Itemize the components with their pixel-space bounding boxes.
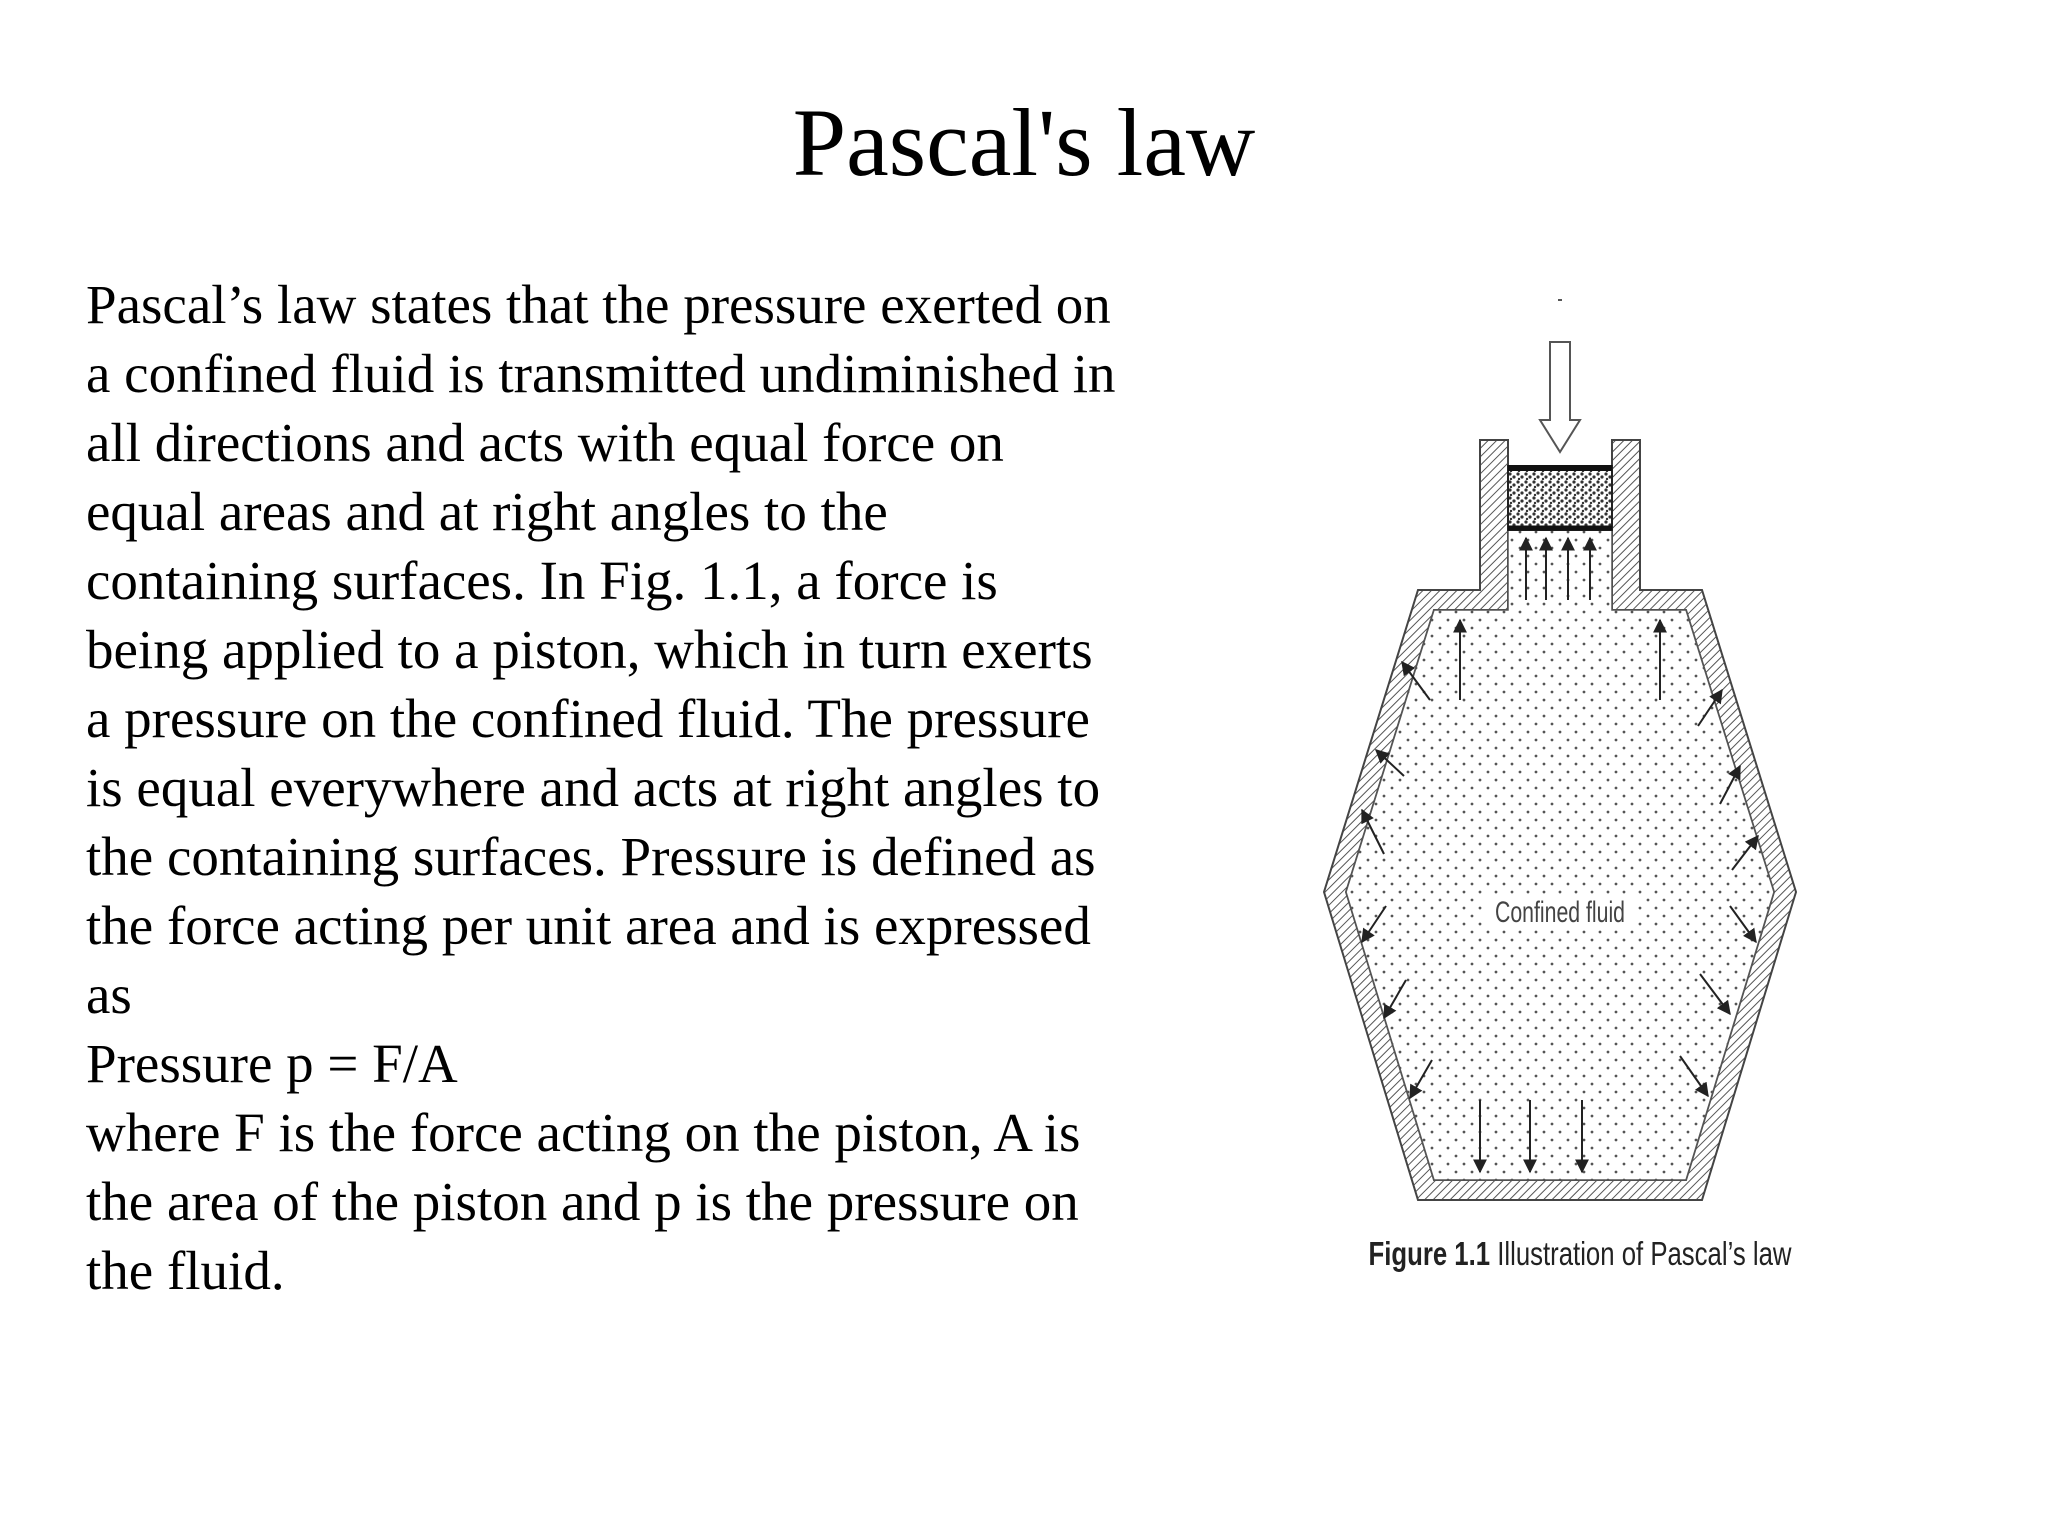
body-line: where F is the force acting on the piston, A is <box>86 1102 1081 1163</box>
pascal-law-figure <box>1300 280 1820 1320</box>
body-line: the force acting per unit area and is expressed <box>86 895 1091 956</box>
body-line: the fluid. <box>86 1240 285 1301</box>
body-line: containing surfaces. In Fig. 1.1, a force is <box>86 550 998 611</box>
confined-fluid-label: Confined fluid <box>1495 896 1625 929</box>
body-line: all directions and acts with equal force on <box>86 412 1004 473</box>
body-line: being applied to a piston, which in turn exerts <box>86 619 1093 680</box>
figure-caption-number: Figure 1.1 <box>1368 1235 1491 1272</box>
body-line: a confined fluid is transmitted undiminished in <box>86 343 1116 404</box>
body-line: Pascal’s law states that the pressure exerted on <box>86 274 1111 335</box>
body-line: the containing surfaces. Pressure is defined as <box>86 826 1096 887</box>
piston <box>1508 466 1612 530</box>
figure-caption <box>1362 1232 1799 1276</box>
formula-line: Pressure p = F/A <box>86 1033 458 1094</box>
body-text <box>86 270 1196 1305</box>
body-line: the area of the piston and p is the pressure on <box>86 1171 1079 1232</box>
body-line: a pressure on the confined fluid. The pressure <box>86 688 1090 749</box>
applied-force-arrow <box>1540 342 1580 452</box>
body-line: is equal everywhere and acts at right angles to <box>86 757 1101 818</box>
slide-title: Pascal's law <box>792 89 1256 196</box>
body-line: as <box>86 964 132 1025</box>
confined-fluid-diagram <box>1300 280 1820 1280</box>
body-line: equal areas and at right angles to the <box>86 481 888 542</box>
figure-caption-text: Illustration of Pascal’s law <box>1490 1235 1792 1272</box>
